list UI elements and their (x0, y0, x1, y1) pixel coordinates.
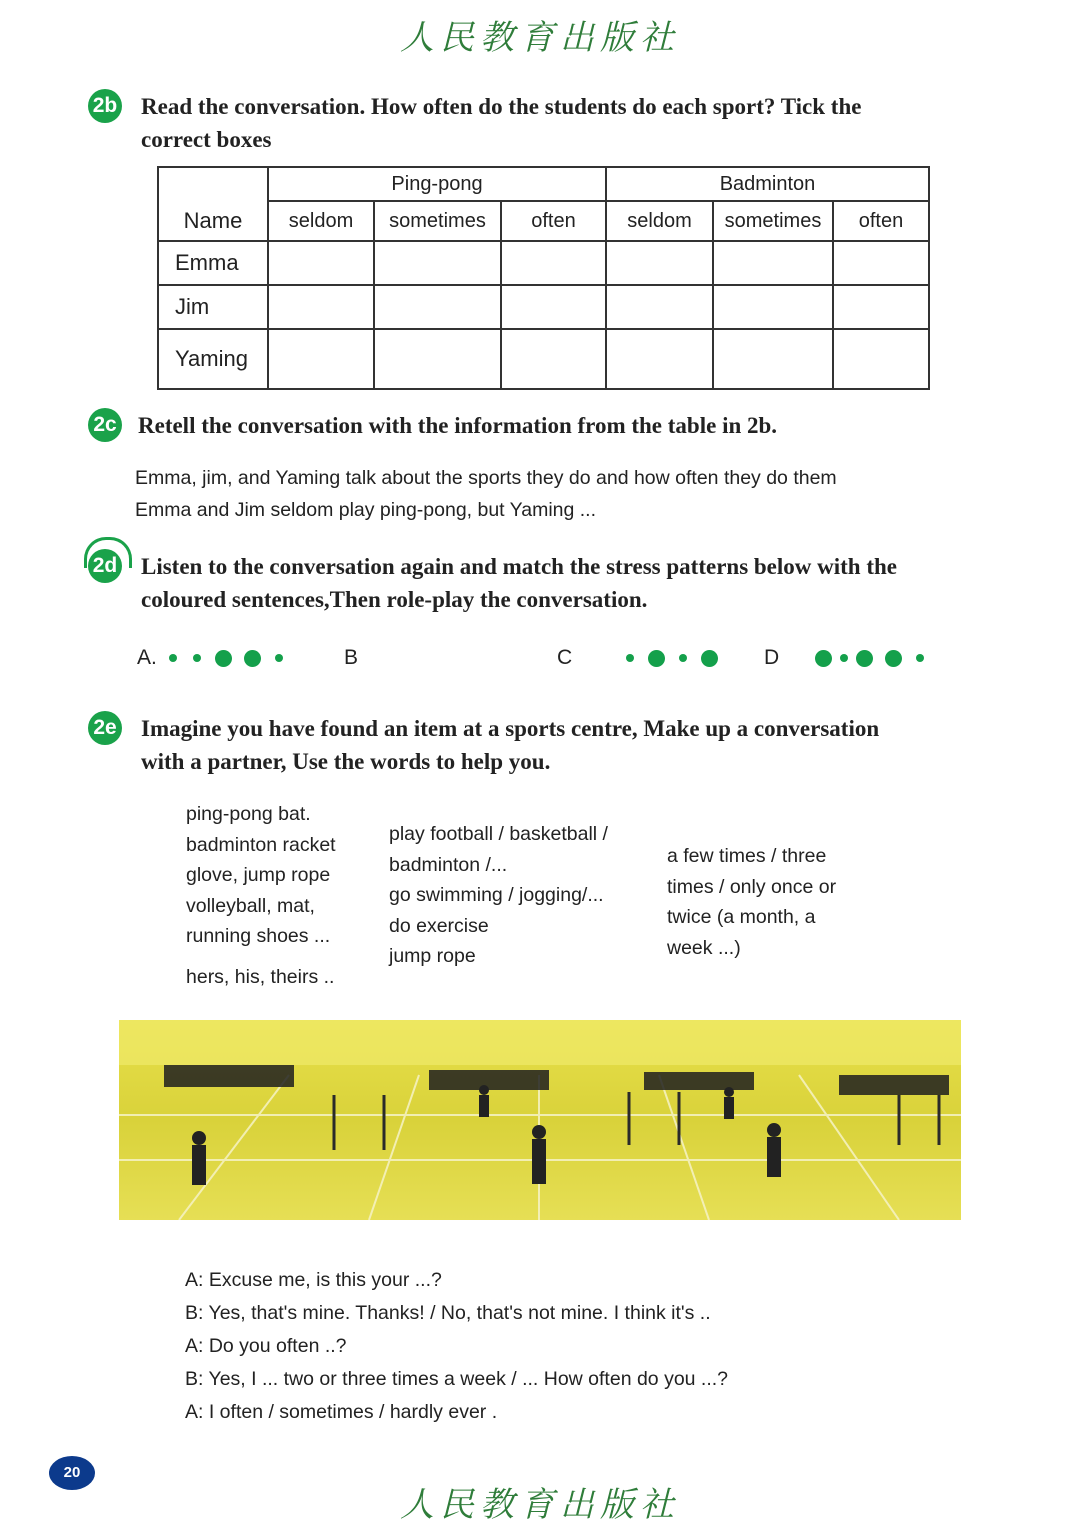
pattern-label: B (344, 646, 359, 669)
word-item: volleyball, mat, (186, 894, 315, 917)
subheader-sometimes: sometimes (374, 201, 501, 241)
word-box-activities (389, 819, 649, 972)
word-item: ping-pong bat. (186, 803, 311, 825)
dialog-line: A: Do you often ..? (185, 1335, 347, 1357)
ping-pong-header: Ping-pong (268, 167, 606, 201)
section-2c-text (135, 462, 1015, 526)
instruction-line: Read the conversation. How often do the students do each sport? Tick the (141, 94, 862, 119)
section-2c-badge: 2c (88, 408, 122, 442)
table-row (158, 329, 929, 389)
unstressed-dot (679, 654, 687, 662)
word-item: jump rope (389, 945, 476, 967)
section-2c-instruction: Retell the conversation with the information from the table in 2b. (138, 413, 778, 438)
table-row (158, 241, 929, 285)
instruction-line: correct boxes (141, 127, 272, 152)
unstressed-dot (840, 654, 848, 662)
unstressed-dot (169, 654, 177, 662)
tick-box[interactable] (713, 285, 833, 329)
word-item: running shoes ... (186, 925, 331, 947)
section-2b-badge: 2b (88, 89, 122, 123)
word-item: do exercise (389, 914, 489, 937)
stress-pattern-d (764, 646, 932, 670)
word-box-items (186, 799, 376, 992)
instruction-line: Imagine you have found an item at a sports centre, Make up a conversation (141, 716, 880, 741)
unstressed-dot (916, 654, 924, 662)
stress-pattern-b (344, 646, 358, 670)
tick-box[interactable] (501, 285, 606, 329)
dialog-line: A: I often / sometimes / hardly ever . (185, 1401, 498, 1423)
subheader-often: often (833, 201, 929, 241)
dialog-line: B: Yes, that's mine. Thanks! / No, that's not mine. I think it's .. (185, 1302, 711, 1324)
publisher-header: 人民教育出版社 (400, 18, 680, 58)
dialog-line: A: Excuse me, is this your ...? (185, 1269, 442, 1291)
tick-box[interactable] (501, 241, 606, 285)
instruction-line: coloured sentences,Then role-play the conversation. (141, 587, 648, 612)
section-2d-instruction (141, 550, 961, 616)
section-2b-instruction (141, 90, 961, 156)
tick-box[interactable] (374, 329, 501, 389)
word-item: go swimming / jogging/... (389, 884, 604, 906)
subheader-sometimes: sometimes (713, 201, 833, 241)
pattern-label: A. (137, 646, 157, 669)
text-line: Emma, jim, and Yaming talk about the sports they do and how often they do them (135, 467, 837, 489)
name-header: Name (158, 167, 268, 241)
tick-box[interactable] (606, 241, 713, 285)
instruction-line: with a partner, Use the words to help you. (141, 749, 551, 774)
tick-box[interactable] (268, 329, 374, 389)
stressed-dot (856, 650, 873, 667)
tick-box[interactable] (833, 241, 929, 285)
frequency-table (157, 166, 930, 390)
pattern-label: D (764, 646, 780, 669)
publisher-footer: 人民教育出版社 (400, 1485, 680, 1525)
stress-pattern-c (557, 646, 724, 670)
tick-box[interactable] (374, 285, 501, 329)
stressed-dot (648, 650, 665, 667)
section-2d-badge: 2d (88, 549, 122, 583)
word-item: a few times / three (667, 845, 827, 867)
tick-box[interactable] (606, 329, 713, 389)
row-name: Yaming (158, 329, 268, 389)
text-line: Emma and Jim seldom play ping-pong, but Yaming ... (135, 499, 597, 521)
stressed-dot (701, 650, 718, 667)
dialog-line: B: Yes, I ... two or three times a week / ... How often do you ...? (185, 1368, 729, 1390)
pattern-label: C (557, 646, 573, 669)
tick-box[interactable] (268, 285, 374, 329)
subheader-seldom: seldom (606, 201, 713, 241)
row-name: Jim (158, 285, 268, 329)
tick-box[interactable] (713, 241, 833, 285)
section-2e-instruction (141, 712, 961, 778)
stressed-dot (244, 650, 261, 667)
word-box-frequency (667, 841, 877, 963)
unstressed-dot (193, 654, 201, 662)
word-item: glove, jump rope (186, 864, 331, 886)
row-name: Emma (158, 241, 268, 285)
word-item: play football / basketball / (389, 823, 608, 845)
word-item: badminton racket (186, 833, 336, 856)
stressed-dot (215, 650, 232, 667)
stressed-dot (815, 650, 832, 667)
sports-hall-photo (119, 1020, 961, 1220)
word-item: twice (a month, a (667, 906, 816, 928)
subheader-seldom: seldom (268, 201, 374, 241)
stressed-dot (885, 650, 902, 667)
unstressed-dot (626, 654, 634, 662)
tick-box[interactable] (374, 241, 501, 285)
badminton-header: Badminton (606, 167, 929, 201)
word-item: badminton /... (389, 853, 508, 876)
stress-pattern-a (137, 646, 291, 670)
example-dialog (185, 1264, 1005, 1429)
word-item: hers, his, theirs .. (186, 965, 335, 988)
tick-box[interactable] (713, 329, 833, 389)
word-item: week ...) (667, 936, 741, 959)
unstressed-dot (275, 654, 283, 662)
page-number: 20 (49, 1456, 95, 1490)
tick-box[interactable] (833, 329, 929, 389)
tick-box[interactable] (833, 285, 929, 329)
table-row (158, 285, 929, 329)
section-2e-badge: 2e (88, 711, 122, 745)
instruction-line: Listen to the conversation again and match the stress patterns below with the (141, 554, 898, 579)
word-item: times / only once or (667, 875, 837, 898)
subheader-often: often (501, 201, 606, 241)
tick-box[interactable] (606, 285, 713, 329)
tick-box[interactable] (501, 329, 606, 389)
tick-box[interactable] (268, 241, 374, 285)
